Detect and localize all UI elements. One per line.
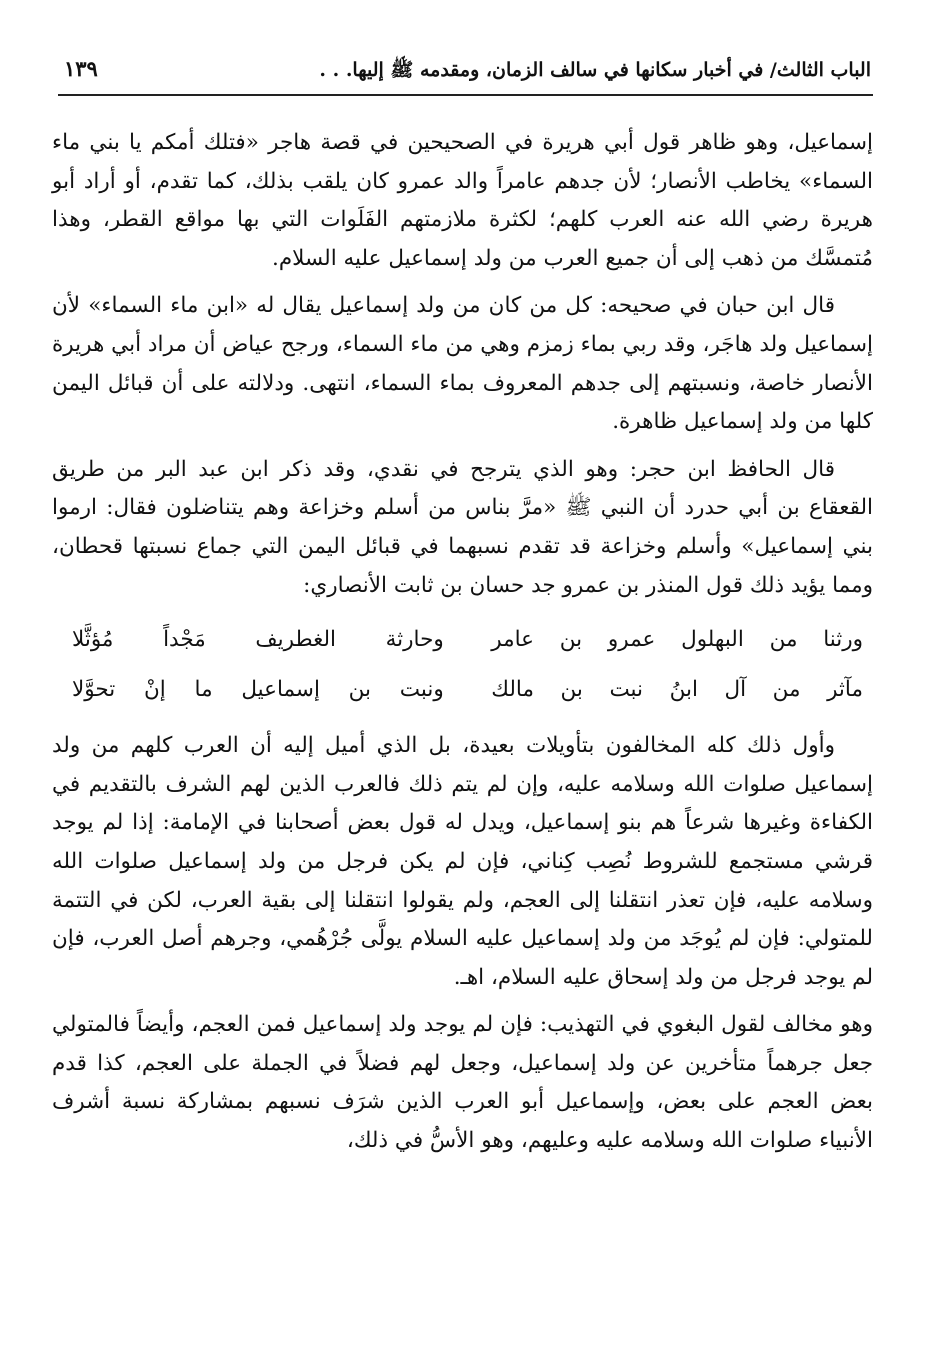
poem [52,615,873,715]
running-title: الباب الثالث/ في أخبار سكانها في سالف الزمان، ومقدمه ﷺ إليها. . . [319,59,871,81]
poem-verse [52,665,873,715]
paragraph: إسماعيل، وهو ظاهر قول أبي هريرة في الصحيحين في قصة هاجر «فتلك أمكم يا بني ماء السماء» يخاطب الأنصار؛ لأن جدهم عامراً والد عمرو كان يلقب بذلك، كما تقدم، أو أراد أبو هريرة رضي الله عنه العرب كلهم؛ لكثرة ملازمتهم الفَلَوات التي بها مواقع القطر، وهذا مُتمسَّك من ذهب إلى أن جميع العرب من ولد إسماعيل عليه السلام. [52,130,873,271]
poem-hemistich-second: وحارثة الغطريف مَجْداً مُؤثَّلا [72,626,444,652]
page-header [58,52,873,96]
page-number: ١٣٩ [64,56,98,81]
poem-hemistich-first: ورثنا من البهلول عمرو بن عامر [491,626,863,652]
poem-verse [52,615,873,665]
paragraph: وهو مخالف لقول البغوي في التهذيب: فإن لم يوجد ولد إسماعيل فمن العجم، وأيضاً فالمتولي جعل جرهماً متأخرين عن ولد إسماعيل، وجعل لهم فضلاً في الجملة على العجم، كذا قدم بعض العجم على بعض، وإسماعيل أبو العرب الذين شرَف نسبهم بمشاركة نسبة أشرف الأنبياء صلوات الله وسلامه عليه وعليهم، وهو الأسُّ في ذلك، [52,1012,873,1154]
paragraph: قال الحافظ ابن حجر: وهو الذي يترجح في نقدي، وقد ذكر ابن عبد البر من طريق القعقاع بن أبي حدرد أن النبي ﷺ «مرَّ بناس من أسلم وخزاعة وهم يتناضلون فقال: ارموا بني إسماعيل» وأسلم وخزاعة قد تقدم نسبهما في قبائل اليمن التي جماع نسبتها قحطان، ومما يؤيد ذلك قول المنذر بن عمرو جد حسان بن ثابت الأنصاري: [52,456,873,598]
paragraph: وأول ذلك كله المخالفون بتأويلات بعيدة، بل الذي أميل إليه أن العرب كلهم من ولد إسماعيل صلوات الله وسلامه عليه، وإن لم يتم ذلك فالعرب الذين لهم الشرف بالتقديم في الكفاءة وغيرها شرعاً هم بنو إسماعيل، ويدل له قول بعض أصحابنا في الإمامة: إذا لم يوجد قرشي مستجمع للشروط نُصِب كِناني، فإن لم يكن فرجل من ولد إسماعيل صلوات الله وسلامه عليه، فإن تعذر انتقلنا إلى العجم، ولم يقولوا انتقلنا إلى بقية العرب، لكن في التتمة للمتولي: فإن لم يُوجَد من ولد إسماعيل عليه السلام يولَّى جُرْهُمي، وجرهم أصل العرب، فإن لم يوجد فرجل من ولد إسحاق عليه السلام، اهـ. [52,733,873,990]
poem-hemistich-second: ونبت بن إسماعيل ما إنْ تحوَّلا [72,676,444,702]
body-text [52,124,873,1161]
paragraph: قال ابن حبان في صحيحه: كل من كان من ولد إسماعيل يقال له «ابن ماء السماء» لأن إسماعيل ولد هاجَر، وقد ربي بماء زمزم وهي من ماء السماء، ورجح عياض أن مراد أبي هريرة الأنصار خاصة، ونسبتهم إلى جدهم المعروف بماء السماء، انتهى. ودلالته على أن قبائل اليمن كلها من ولد إسماعيل ظاهرة. [52,293,873,435]
poem-hemistich-first: مآثر من آل ابنُ نبت بن مالك [491,676,863,702]
